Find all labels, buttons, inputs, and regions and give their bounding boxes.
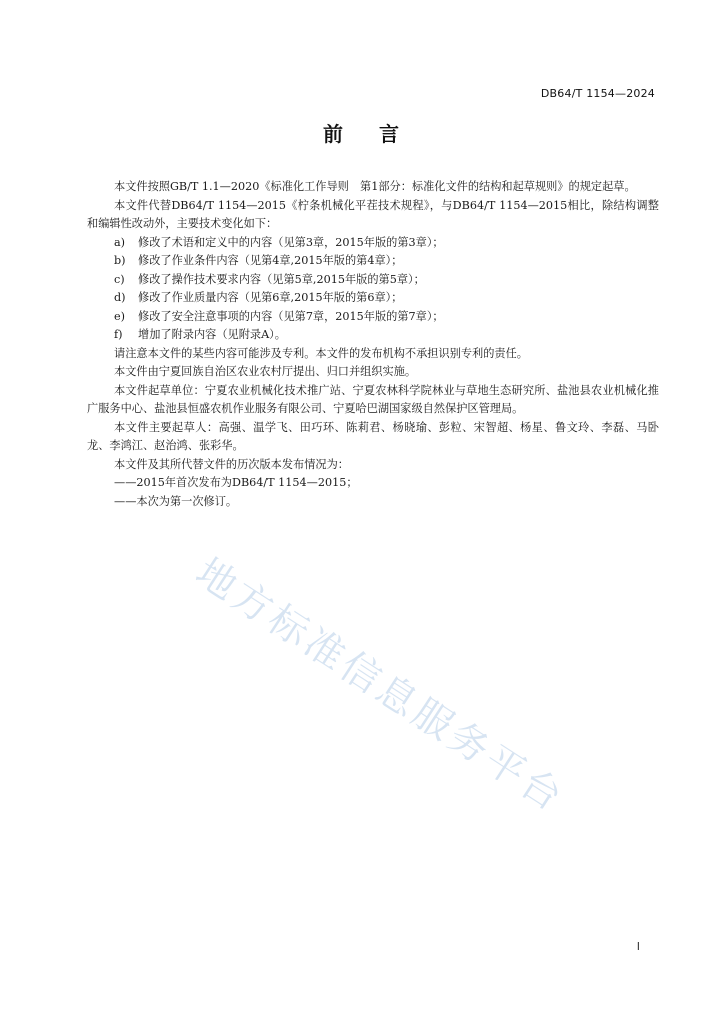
paragraph-drafting-units: 本文件起草单位：宁夏农业机械化技术推广站、宁夏农林科学院林业与草地生态研究所、盐池县农业机械化推广服务中心、盐池县恒盛农机作业服务有限公司、宁夏哈巴湖国家级自然保护区管理局。 xyxy=(87,383,659,415)
page-number: I xyxy=(636,940,640,953)
list-text: 修改了作业条件内容（见第4章,2015年版的第4章）； xyxy=(138,254,403,267)
list-marker: f) xyxy=(114,328,123,341)
paragraph-replacement: 本文件代替DB64/T 1154—2015《柠条机械化平茬技术规程》，与DB64/T 1154—2015相比，除结构调整和编辑性改动外，主要技术变化如下： xyxy=(87,198,659,230)
list-text: 修改了术语和定义中的内容（见第3章，2015年版的第3章）； xyxy=(138,235,444,249)
change-list-item xyxy=(87,326,659,345)
paragraph-proposer: 本文件由宁夏回族自治区农业农村厅提出、归口并组织实施。 xyxy=(114,365,417,378)
list-text: 增加了附录内容（见附录A）。 xyxy=(138,328,286,341)
change-list-item xyxy=(87,289,659,308)
list-marker: d) xyxy=(114,291,126,304)
paragraph-drafters: 本文件主要起草人：高强、温学飞、田巧环、陈莉君、杨晓瑜、彭粒、宋智超、杨星、鲁文玲、李磊、马卧龙、李鸿江、赵治鸿、张彩华。 xyxy=(87,420,659,452)
change-list-item xyxy=(87,234,659,253)
list-text: 修改了作业质量内容（见第6章,2015年版的第6章）； xyxy=(138,291,403,304)
list-marker: b) xyxy=(114,254,126,267)
list-text: 修改了安全注意事项的内容（见第7章，2015年版的第7章）； xyxy=(138,309,444,323)
paragraph-patent-notice: 请注意本文件的某些内容可能涉及专利。本文件的发布机构不承担识别专利的责任。 xyxy=(114,346,528,360)
preface-body xyxy=(87,178,659,511)
history-item: ——2015年首次发布为DB64/T 1154—2015； xyxy=(114,476,358,489)
title-char-1: 前 xyxy=(323,122,345,146)
paragraph-version-history: 本文件及其所代替文件的历次版本发布情况为： xyxy=(114,457,349,471)
change-list-item xyxy=(87,271,659,290)
change-list-item xyxy=(87,308,659,327)
page-title xyxy=(0,118,724,147)
list-marker: c) xyxy=(114,272,125,286)
list-marker: e) xyxy=(114,309,125,323)
history-item: ——本次为第一次修订。 xyxy=(114,494,238,508)
document-code: DB64/T 1154—2024 xyxy=(540,87,655,100)
paragraph-drafting-rules: 本文件按照GB/T 1.1—2020《标准化工作导则 第1部分：标准化文件的结构和起草规则》的规定起草。 xyxy=(114,180,636,193)
change-list-item xyxy=(87,252,659,271)
list-text: 修改了操作技术要求内容（见第5章,2015年版的第5章）； xyxy=(138,272,425,286)
list-marker: a) xyxy=(114,235,126,249)
title-char-2: 言 xyxy=(379,122,401,146)
watermark-text: 地方标准信息服务平台 xyxy=(187,549,573,822)
